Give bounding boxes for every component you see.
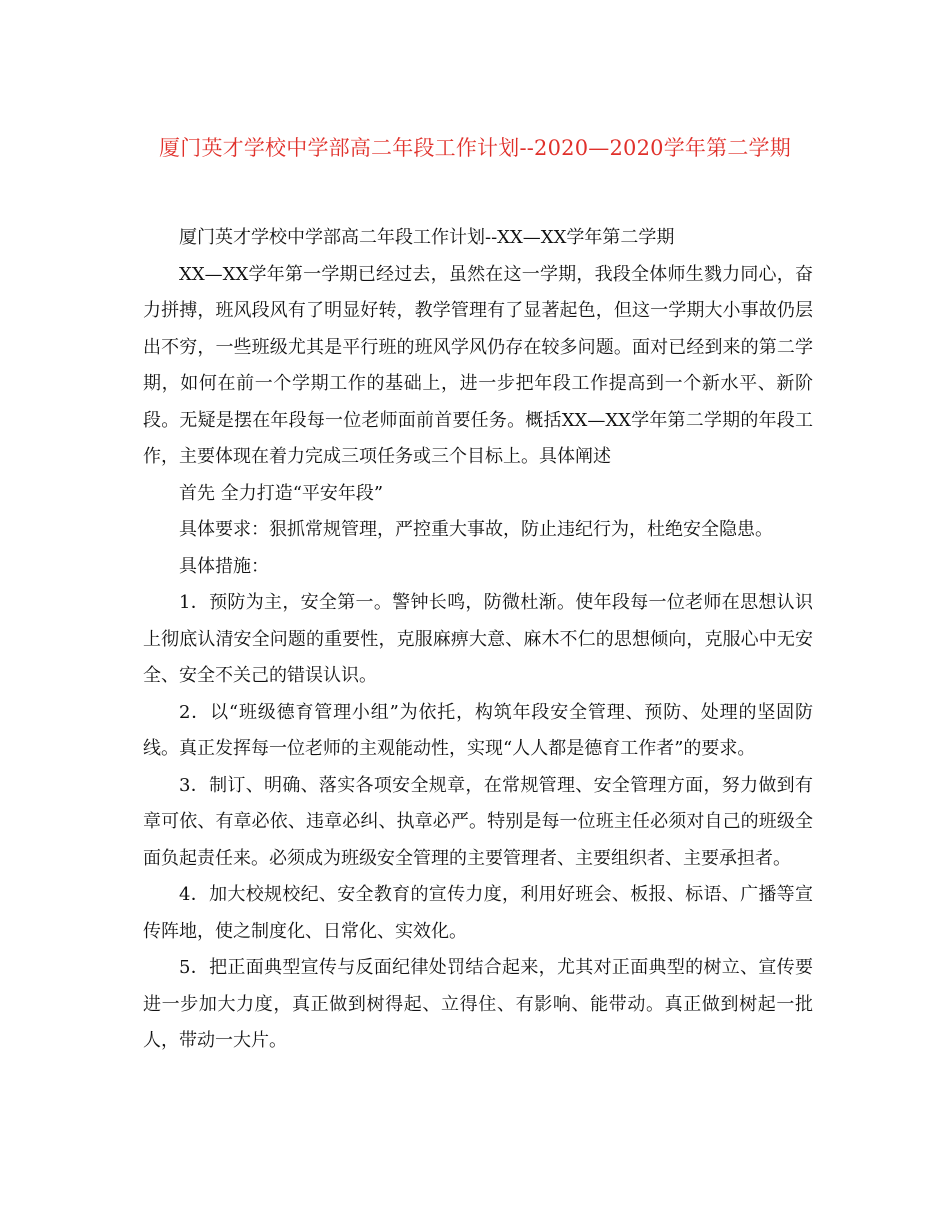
paragraph-measure-1: 1．预防为主，安全第一。警钟长鸣，防微杜渐。使年段每一位老师在思想认识上彻底认清安全问题的重要性，克服麻痹大意、麻木不仁的思想倾向，克服心中无安全、安全不关己的错误认识。: [143, 592, 813, 686]
paragraph-requirements: 具体要求：狠抓常规管理，严控重大事故，防止违纪行为，杜绝安全隐患。: [179, 519, 773, 540]
paragraph-measure-4: 4．加大校规校纪、安全教育的宣传力度，利用好班会、板报、标语、广播等宣传阵地，使之制度化、日常化、实效化。: [143, 884, 813, 942]
paragraph-measure-5: 5．把正面典型宣传与反面纪律处罚结合起来，尤其对正面典型的树立、宣传要进一步加大力度，真正做到树得起、立得住、有影响、能带动。真正做到树起一批人，带动一大片。: [143, 957, 813, 1051]
paragraph-intro: XX—XX学年第一学期已经过去，虽然在这一学期，我段全体师生戮力同心，奋力拼搏，班风段风有了明显好转，教学管理有了显著起色，但这一学期大小事故仍层出不穷，一些班级尤其是平行班的班风学风仍存在较多问题。面对已经到来的第二学期，如何在前一个学期工作的基础上，进一步把年段工作提高到一个新水平、新阶段。无疑是摆在年段每一位老师面前首要任务。概括XX—XX学年第二学期的年段工作，主要体现在着力完成三项任务或三个目标上。具体阐述: [143, 263, 813, 467]
paragraph-measure-3: 3．制订、明确、落实各项安全规章，在常规管理、安全管理方面，努力做到有章可依、有章必依、违章必纠、执章必严。特别是每一位班主任必须对自己的班级全面负起责任来。必须成为班级安全管理的主要管理者、主要组织者、主要承担者。: [143, 774, 813, 869]
paragraph-measures-label: 具体措施：: [179, 555, 269, 577]
document-body: [143, 220, 813, 1060]
paragraph-section-first: 首先 全力打造“平安年段”: [179, 482, 384, 504]
paragraph-heading: 厦门英才学校中学部高二年段工作计划--XX—XX学年第二学期: [179, 227, 675, 248]
document-title: 厦门英才学校中学部高二年段工作计划--2020—2020学年第二学期: [159, 136, 791, 160]
paragraph-measure-2: 2．以“班级德育管理小组”为依托，构筑年段安全管理、预防、处理的坚固防线。真正发挥每一位老师的主观能动性，实现“人人都是德育工作者”的要求。: [143, 701, 813, 759]
